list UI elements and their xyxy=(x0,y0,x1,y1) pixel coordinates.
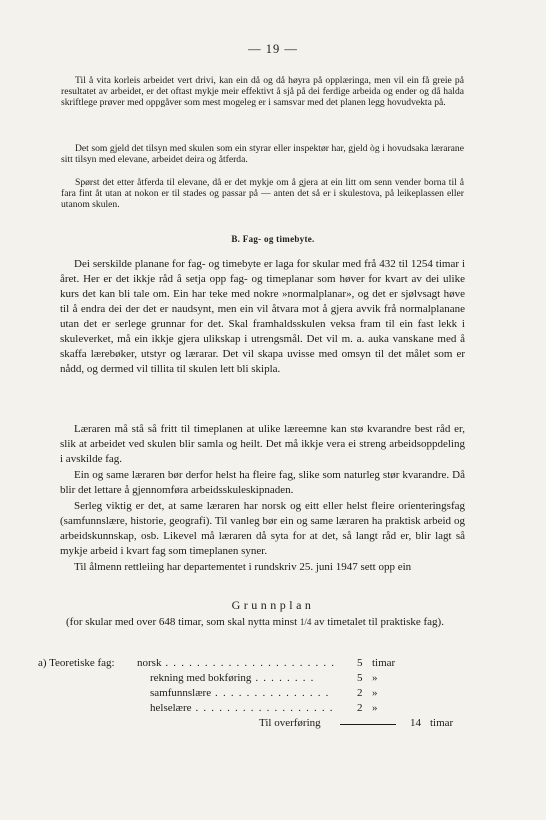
plan-subtitle: (for skular med over 648 timar, som skal nytta minst 1/4 av timetalet til praktiske fag). xyxy=(66,616,444,628)
plan-row: rekning med bokføring . . . . . . . . xyxy=(150,672,315,684)
plan-title: Grunnplan xyxy=(231,598,315,612)
hours-value: 5 xyxy=(357,672,363,684)
fraction: 1/4 xyxy=(299,617,312,627)
hours-unit: timar xyxy=(372,657,396,669)
hours-value: 2 xyxy=(357,687,363,699)
paragraph: Serleg viktig er det, at same læraren har norsk og eitt eller helst fleire orienteringsfag (samfunnslære, historie, geografi). Til vanleg bør ein og same læraren ha praktisk arbeid og arbeidskunnskap, osb. Likevel må læraren då syta for at det, så langt råd er, blir lagt så mykje arbeid i kvart fag som timeplanen syner. xyxy=(60,500,465,557)
paragraph: Dei serskilde planane for fag- og timebyte er laga for skular med frå 432 til 1254 timar i året. Her er det ikkje råd å setja opp fag- og timeplanar som høver for kvart av dei ulike kurs det kan bli tale om. Ein har teke med nokre »normalplanar», og det er sjølvsagt høve til å endra dei der det er naudsynt, men ein vil åtvara mot å gjera avvik frå normalplanane utan det er serlege grunnar for det. Skal framhaldsskulen veksa fram til ein fast lekk i skuleverket, må ein ikkje gjera ulikskap i utrengsmål. Det vil m. a. auka vanskane med å skaffa lærebøker, utstyr og lærarar. Det vil skapa uvisse med omsyn til det målet som er nådd, og dermed vil tillita til skulen lett bli skipla. xyxy=(60,258,465,375)
hours-value: 5 xyxy=(357,657,363,669)
carry-value: 14 xyxy=(410,717,421,729)
paragraph: Til å vita korleis arbeidet vert drivi, kan ein då og då høyra på opplæringa, men vil ein få greie på resultatet av arbeidet, er det oftast mykje meir effektivt å sjå på dei ferdige arbeida og ender og då halda skriftlege prøver med oppgåver som mest mogeleg er i samsvar med det planen legg hovudvekta på. xyxy=(61,75,464,109)
paragraph: Ein og same læraren bør derfor helst ha fleire fag, slike som naturleg stør kvarandre. Då blir det lettare å gjennomføra arbeidsskuleskipnaden. xyxy=(60,469,465,496)
carry-unit: timar xyxy=(430,717,454,729)
page-number: — 19 — xyxy=(248,42,298,56)
paragraph: Læraren må stå så fritt til timeplanen at ulike læreemne kan stø kvarandre best råd er, slik at arbeidet ved skulen blir samla og heilt. Det må ikkje vera ei streng arbeidsoppdeling i avskilde fag. xyxy=(60,423,465,465)
plan-row: norsk . . . . . . . . . . . . . . . . . . . . . . xyxy=(137,657,336,669)
paragraph: Spørst det etter åtferda til elevane, då er det mykje om å gjera at ein litt om senn vender borna til å fara fint åt utan at nokon er til stades og passar på — anten det så er i skulestova, på leikeplassen eller utanom skulen. xyxy=(61,177,464,211)
carry-label: Til overføring xyxy=(259,717,321,729)
ditto-mark: » xyxy=(372,702,378,714)
group-label: a) Teoretiske fag: xyxy=(38,657,115,669)
paragraph: Til ålmenn rettleiing har departementet i rundskriv 25. juni 1947 sett opp ein xyxy=(74,561,412,573)
ditto-mark: » xyxy=(372,687,378,699)
plan-row: helselære . . . . . . . . . . . . . . . . . . xyxy=(150,702,334,714)
hours-value: 2 xyxy=(357,702,363,714)
section-heading: B. Fag- og timebyte. xyxy=(231,234,315,244)
plan-row: samfunnslære . . . . . . . . . . . . . . . xyxy=(150,687,330,699)
ditto-mark: » xyxy=(372,672,378,684)
carry-dash xyxy=(340,724,396,725)
paragraph: Det som gjeld det tilsyn med skulen som ein styrar eller inspektør har, gjeld òg i hovudsaka lærarane sitt tilsyn med elevane, arbeidet deira og åtferda. xyxy=(61,143,464,166)
